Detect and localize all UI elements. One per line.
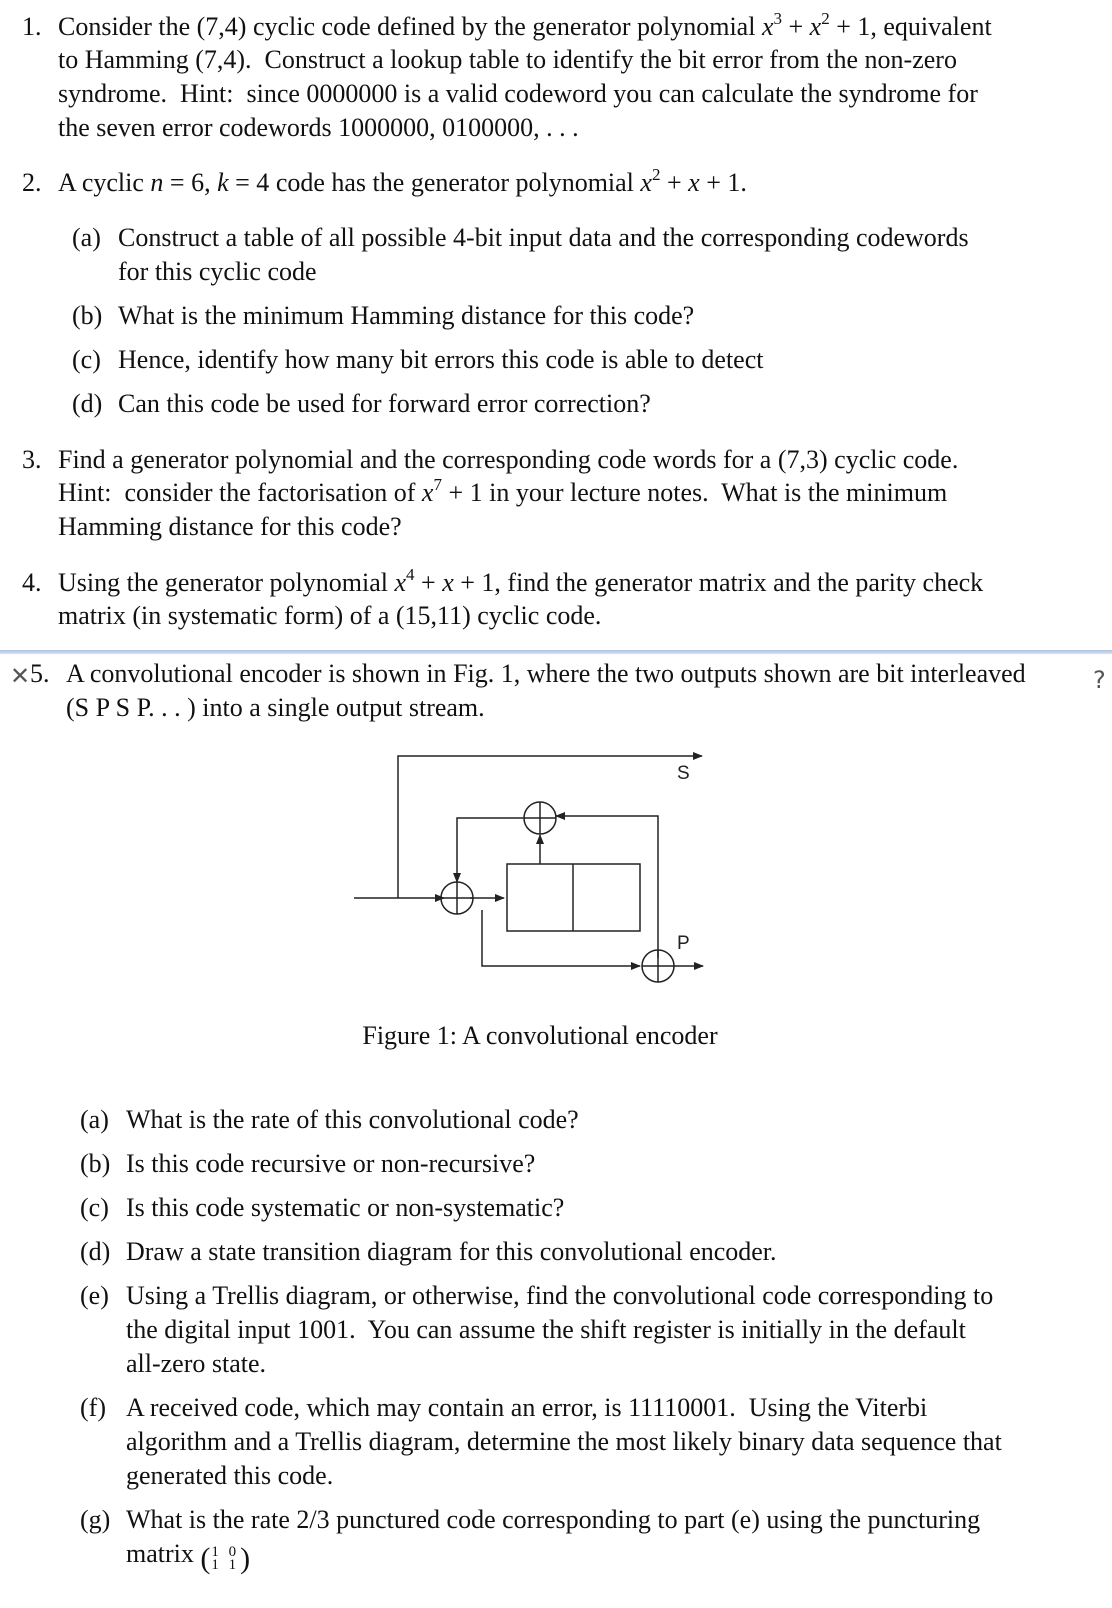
close-icon[interactable]: ✕ xyxy=(10,662,31,690)
q5c-text: Is this code systematic or non-systematic? xyxy=(126,1193,565,1222)
q2a-label: (a) xyxy=(72,223,101,252)
q2d-label: (d) xyxy=(72,389,103,418)
q5g-line2: matrix ( 1 0 1 1 ) xyxy=(126,1539,251,1575)
q2a-line2: for this cyclic code xyxy=(118,257,317,286)
q2c-text: Hence, identify how many bit errors this code is able to detect xyxy=(118,345,764,374)
q3-line2: Hint: consider the factorisation of $x^7 + 1$ in your lecture notes. What is the minimum xyxy=(58,475,948,507)
q2c-label: (c) xyxy=(72,345,101,374)
xor-adder-input xyxy=(441,882,473,914)
q5f-label: (f) xyxy=(80,1393,106,1422)
q5e-line3: all-zero state. xyxy=(126,1349,267,1378)
q5-number: 5. xyxy=(30,659,50,688)
q1-line1: Consider the (7,4) cyclic code defined by the generator polynomial $x^3 + x^2 + 1$, equivalent xyxy=(58,9,992,41)
p-path-bottom xyxy=(482,910,640,966)
q5e-line1: Using a Trellis diagram, or otherwise, find the convolutional code corresponding to xyxy=(126,1281,994,1310)
p-label: P xyxy=(677,933,690,954)
q5b-text: Is this code recursive or non-recursive? xyxy=(126,1149,536,1178)
q4-line1: Using the generator polynomial $x^4 + x + 1$, find the generator matrix and the parity check xyxy=(58,565,984,597)
q5d-text: Draw a state transition diagram for this convolutional encoder. xyxy=(126,1237,777,1266)
q5b-label: (b) xyxy=(80,1149,111,1178)
q5a-text: What is the rate of this convolutional code? xyxy=(126,1105,579,1134)
q2b-label: (b) xyxy=(72,301,103,330)
q5g-line1: What is the rate 2/3 punctured code corresponding to part (e) using the puncturing xyxy=(126,1505,981,1534)
q2d-text: Can this code be used for forward error correction? xyxy=(118,389,651,418)
q5a-label: (a) xyxy=(80,1105,109,1134)
q1-line3: syndrome. Hint: since 0000000 is a valid codeword you can calculate the syndrome for xyxy=(58,79,978,108)
matrix-row-1: 1 0 xyxy=(211,1544,240,1560)
xor-adder-output xyxy=(642,950,674,982)
puncturing-matrix: ( 1 0 1 1 ) xyxy=(200,1542,251,1575)
q2b-text: What is the minimum Hamming distance for this code? xyxy=(118,301,695,330)
q3-line1: Find a generator polynomial and the corresponding code words for a (7,3) cyclic code. xyxy=(58,445,959,474)
q4-line2: matrix (in systematic form) of a (15,11) cyclic code. xyxy=(58,601,602,630)
q1-number: 1. xyxy=(22,12,42,41)
figure-caption: Figure 1: A convolutional encoder xyxy=(362,1021,718,1050)
feedback-left xyxy=(457,818,524,882)
q5f-line2: algorithm and a Trellis diagram, determine the most likely binary data sequence that xyxy=(126,1427,1002,1456)
q5d-label: (d) xyxy=(80,1237,111,1266)
q5f-line3: generated this code. xyxy=(126,1461,334,1490)
xor-adder-feedback xyxy=(524,802,556,834)
q5e-line2: the digital input 1001. You can assume the shift register is initially in the default xyxy=(126,1315,966,1344)
q1-line2: to Hamming (7,4). Construct a lookup table to identify the bit error from the non-zero xyxy=(58,45,957,74)
q5-line1: A convolutional encoder is shown in Fig. 1, where the two outputs shown are bit interleaved xyxy=(66,659,1026,688)
q3-number: 3. xyxy=(22,445,42,474)
q1-line4: the seven error codewords 1000000, 0100000, . . . xyxy=(58,113,579,142)
q5e-label: (e) xyxy=(80,1281,109,1310)
s-output-line xyxy=(398,756,702,898)
q5f-line1: A received code, which may contain an error, is 11110001. Using the Viterbi xyxy=(126,1393,928,1422)
matrix-row-2: 1 1 xyxy=(211,1557,240,1573)
q2-number: 2. xyxy=(22,168,42,197)
q4-number: 4. xyxy=(22,568,42,597)
s-label: S xyxy=(677,763,690,784)
q2a-line1: Construct a table of all possible 4-bit input data and the corresponding codewords xyxy=(118,223,969,252)
feedback-right xyxy=(556,816,658,958)
q5g-label: (g) xyxy=(80,1505,111,1534)
q3-line3: Hamming distance for this code? xyxy=(58,512,402,541)
q2-line1: A cyclic n = 6, k = 4 code has the generator polynomial $x^2 + x + 1$. xyxy=(58,165,747,197)
q5c-label: (c) xyxy=(80,1193,109,1222)
help-icon[interactable]: ? xyxy=(1093,666,1106,694)
q5-line2: (S P S P. . . ) into a single output stream. xyxy=(66,693,485,722)
